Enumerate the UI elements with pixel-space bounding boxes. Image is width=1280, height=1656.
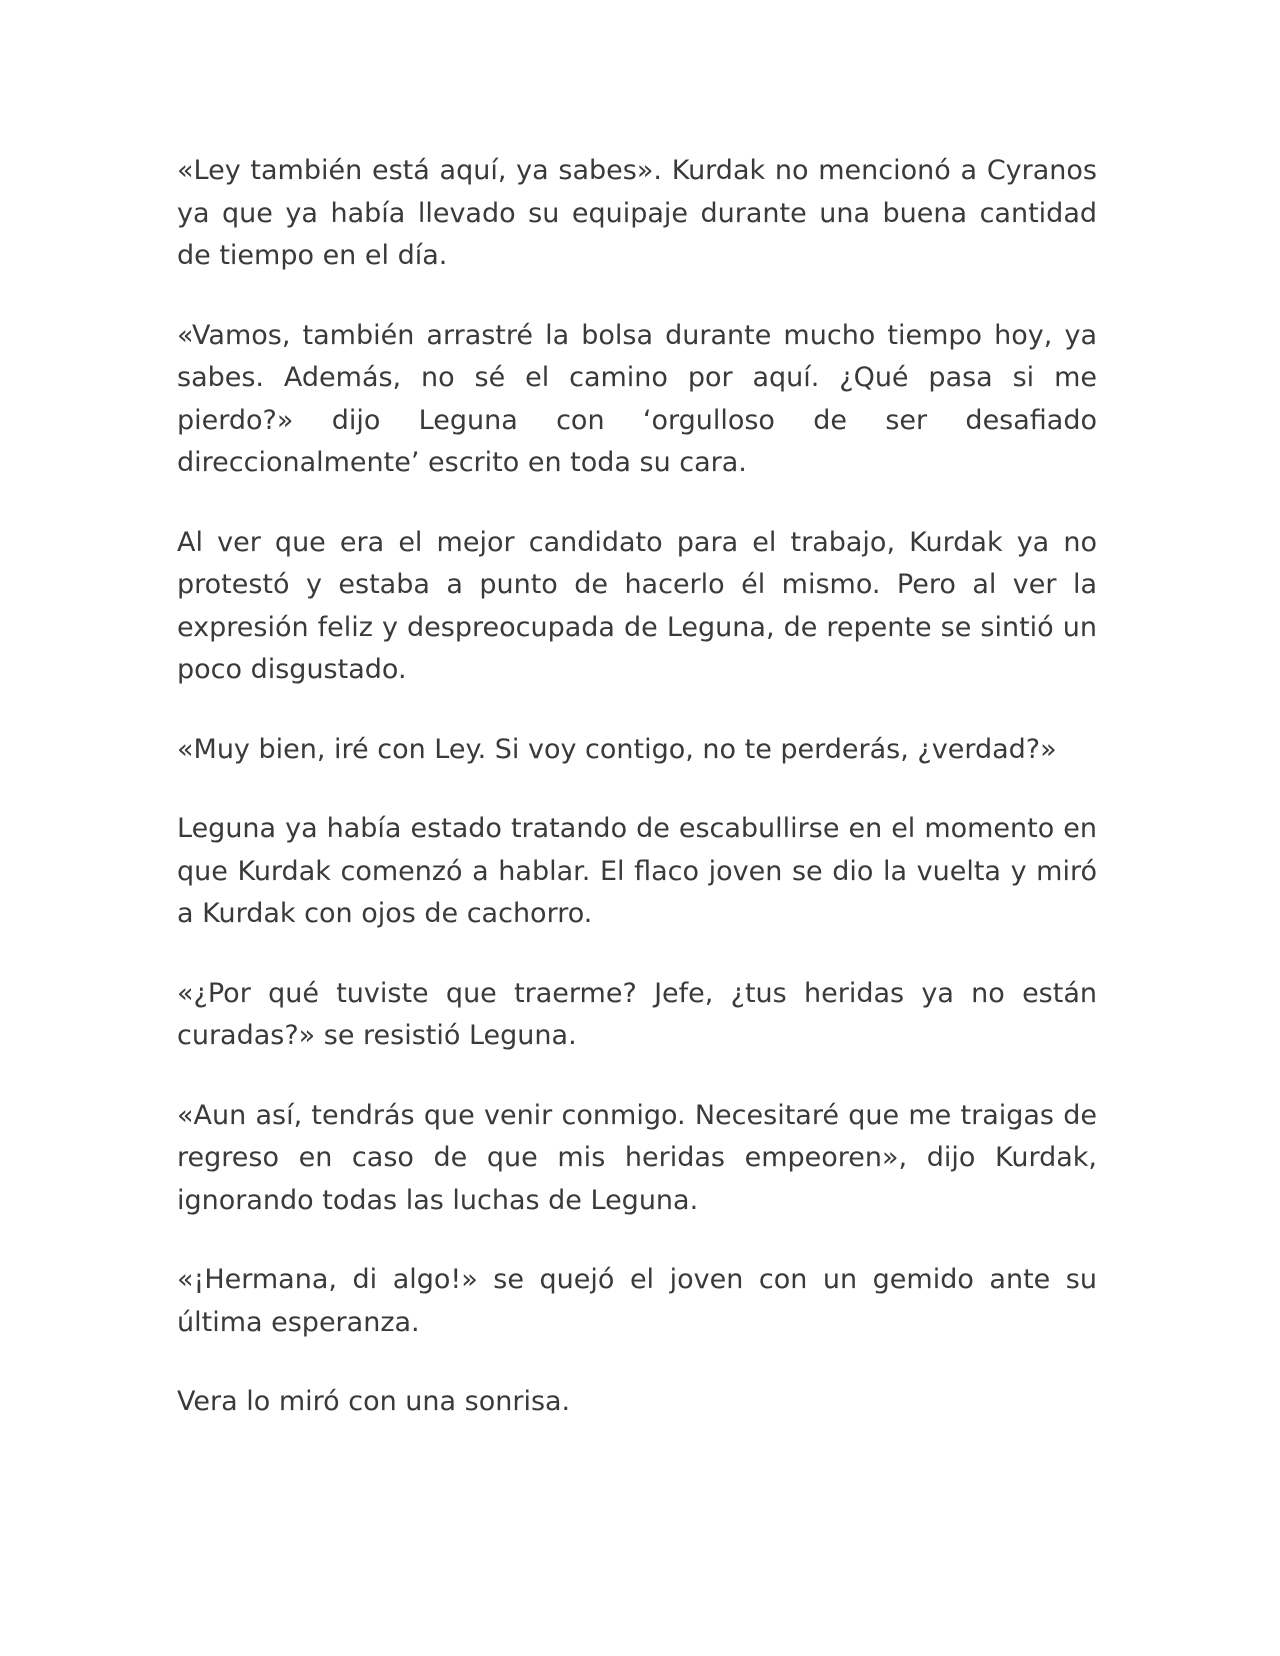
document-page (177, 150, 1097, 1461)
paragraph-4: «Muy bien, iré con Ley. Si voy contigo, no te perderás, ¿verdad?» (177, 733, 1057, 765)
paragraph-7: «Aun así, tendrás que venir conmigo. Necesitaré que me traigas de regreso en caso de que mis heridas empeoren», dijo Kurdak, ignorando todas las luchas de Leguna. (177, 1099, 1097, 1216)
paragraph-6: «¿Por qué tuviste que traerme? Jefe, ¿tus heridas ya no están curadas?» se resistió Leguna. (177, 977, 1097, 1051)
paragraph-1: «Ley también está aquí, ya sabes». Kurdak no mencionó a Cyranos ya que ya había llevado su equipaje durante una buena cantidad de tiempo en el día. (177, 155, 1097, 271)
paragraph-3: Al ver que era el mejor candidato para el trabajo, Kurdak ya no protestó y estaba a punto de hacerlo él mismo. Pero al ver la expresión feliz y despreocupada de Leguna, de repente se sintió un poco disgustado. (177, 526, 1097, 685)
paragraph-8: «¡Hermana, di algo!» se quejó el joven con un gemido ante su última esperanza. (177, 1264, 1097, 1338)
paragraph-9: Vera lo miró con una sonrisa. (177, 1386, 571, 1417)
paragraph-2: «Vamos, también arrastré la bolsa durante mucho tiempo hoy, ya sabes. Además, no sé el camino por aquí. ¿Qué pasa si me pierdo?» dijo Leguna con ‘orgulloso de ser desafiado direccionalmente’ escrito en toda su cara. (177, 319, 1097, 478)
paragraph-5: Leguna ya había estado tratando de escabullirse en el momento en que Kurdak comenzó a hablar. El flaco joven se dio la vuelta y miró a Kurdak con ojos de cachorro. (177, 813, 1097, 929)
